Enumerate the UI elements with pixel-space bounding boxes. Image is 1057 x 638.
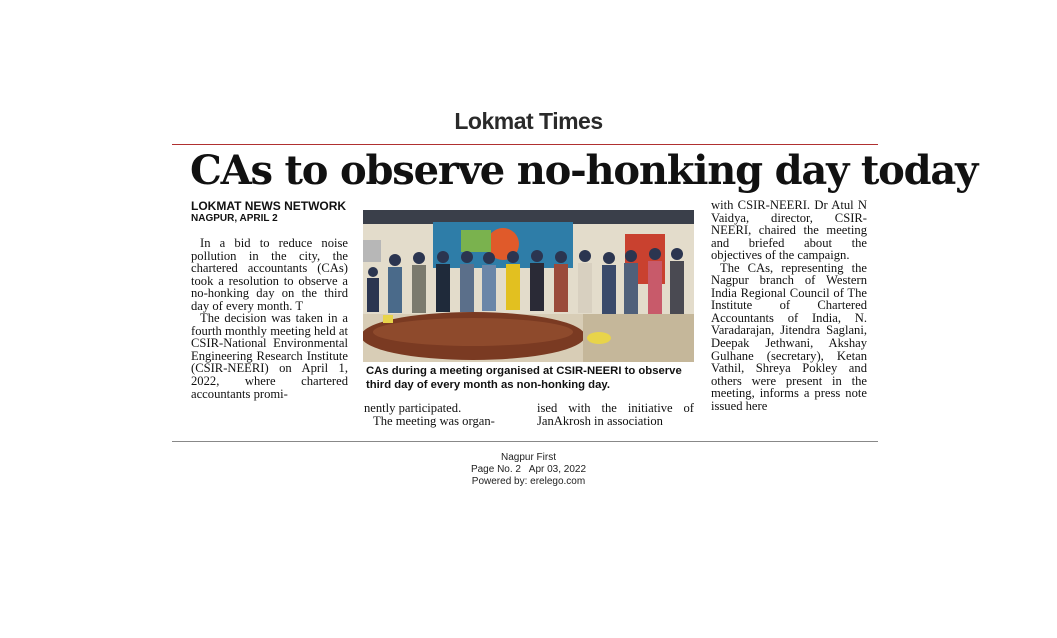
publication-name: Nagpur First: [500, 452, 556, 463]
article-column-4: [711, 199, 867, 412]
bottom-rule: [172, 441, 878, 442]
source-footer: [0, 452, 1057, 488]
meeting-photo: [363, 210, 694, 362]
meeting-photo-illustration: [363, 210, 694, 362]
paragraph: The CAs, representing the Nagpur branch of Western India Regional Council of The Institute of Chartered Accountants of India, N. Varadarajan, Jitendra Saglani, Deepak Jethwani, Akshay Gulhane (secretary), Ketan Vathil, Shreya Pokley and others were present in the meeting, informs a press note issued here: [711, 260, 867, 413]
paragraph: The meeting was organ-: [373, 413, 495, 428]
dateline: NAGPUR, APRIL 2: [191, 213, 278, 224]
page-info: Page No. 2 Apr 03, 2022: [470, 464, 587, 475]
paragraph: nently participated.: [364, 401, 462, 415]
powered-by: Powered by: erelego.com: [471, 476, 586, 487]
byline: LOKMAT NEWS NETWORK: [191, 199, 347, 213]
article-column-1: [191, 237, 348, 400]
paragraph: ised with the initiative of JanAkrosh in association: [537, 401, 694, 428]
photo-caption: CAs during a meeting organised at CSIR-NEERI to observe third day of every month as non-honking day.: [366, 365, 682, 391]
masthead-logo: Lokmat Times: [454, 108, 603, 134]
top-rule: [172, 144, 878, 145]
article-column-3: [537, 402, 694, 427]
paragraph: In a bid to reduce noise pollution in the city, the chartered accountants (CAs) took a resolution to observe a no-honking day on the third day of every month. T: [191, 236, 348, 313]
paragraph: The decision was taken in a fourth monthly meeting held at CSIR-National Environmental Engineering Research Institute (CSIR-NEERI) on April 1, 2022, where chartered accountants promi-: [191, 311, 348, 401]
paragraph: with CSIR-NEERI. Dr Atul N Vaidya, director, CSIR-NEERI, chaired the meeting and briefed about the objectives of the campaign.: [711, 198, 867, 263]
headline: CAs to observe no-honking day today: [190, 147, 978, 194]
article-column-2: [364, 402, 514, 427]
